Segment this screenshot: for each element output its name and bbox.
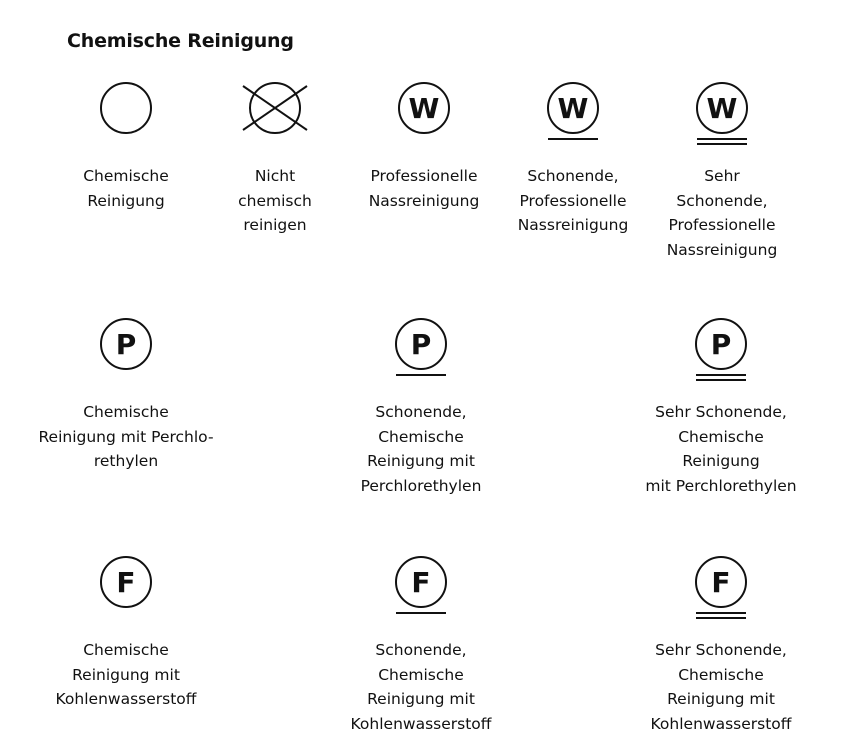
dry-clean-circle-icon <box>96 80 156 148</box>
symbol-label: Nicht chemisch reinigen <box>238 167 312 234</box>
gentle-perchlorethylen-icon <box>391 316 451 384</box>
symbol-label: Schonende, Professionelle Nassreinigung <box>517 167 629 234</box>
svg-text:F: F <box>711 566 731 599</box>
symbol-label: Chemische Reinigung <box>83 167 169 210</box>
page-title: Chemische Reinigung <box>67 30 294 52</box>
svg-text:P: P <box>710 328 732 361</box>
symbol-cell <box>326 316 516 498</box>
symbol-cell <box>31 554 221 712</box>
professional-wet-clean-icon <box>394 80 454 148</box>
svg-text:P: P <box>115 328 137 361</box>
symbol-cell <box>626 316 816 498</box>
svg-text:P: P <box>410 328 432 361</box>
very-gentle-wet-clean-icon <box>692 80 752 148</box>
hydrocarbon-icon <box>96 554 156 622</box>
svg-text:W: W <box>706 92 738 125</box>
gentle-hydrocarbon-icon <box>391 554 451 622</box>
svg-text:F: F <box>116 566 136 599</box>
very-gentle-hydrocarbon-icon <box>691 554 751 622</box>
symbol-label: Schonende, Chemische Reinigung mit Perchlorethylen <box>360 403 482 495</box>
symbol-label: Chemische Reinigung mit Perchlo- rethylen <box>38 403 214 470</box>
symbol-label: Professionelle Nassreinigung <box>368 167 480 210</box>
symbol-cell <box>31 316 221 474</box>
symbol-label: Chemische Reinigung mit Kohlenwasserstoff <box>55 641 197 708</box>
symbol-cell <box>626 554 816 736</box>
symbol-cell <box>326 554 516 736</box>
svg-text:F: F <box>411 566 431 599</box>
symbol-cell <box>627 80 817 262</box>
perchlorethylen-icon <box>96 316 156 384</box>
symbol-label: Schonende, Chemische Reinigung mit Kohlenwasserstoff <box>350 641 492 733</box>
very-gentle-perchlorethylen-icon <box>691 316 751 384</box>
symbol-label: Sehr Schonende, Chemische Reinigung mit Perchlorethylen <box>645 403 797 495</box>
svg-text:W: W <box>408 92 440 125</box>
svg-text:W: W <box>557 92 589 125</box>
symbol-label: Sehr Schonende, Professionelle Nassreinigung <box>666 167 778 259</box>
symbol-label: Sehr Schonende, Chemische Reinigung mit Kohlenwasserstoff <box>650 641 792 733</box>
do-not-dry-clean-icon <box>240 80 310 148</box>
gentle-wet-clean-icon <box>543 80 603 148</box>
